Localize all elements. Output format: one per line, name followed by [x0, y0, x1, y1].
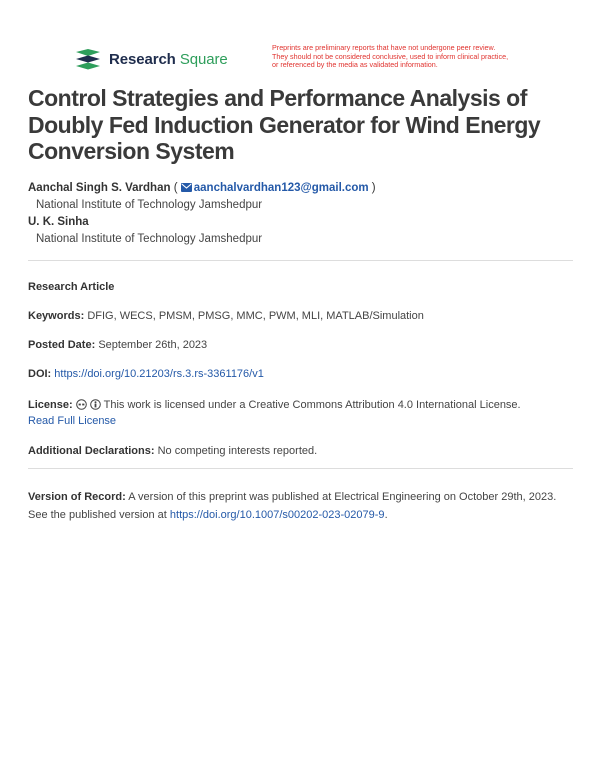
notice-line: Preprints are preliminary reports that have not undergone peer review.: [272, 43, 496, 52]
version-trail: .: [384, 509, 388, 521]
doi-row: [28, 366, 573, 382]
published-version-link[interactable]: https://doi.org/10.1007/s00202-023-02079-9: [169, 509, 385, 521]
brand-name: Research Square: [109, 50, 228, 68]
posted-date-label: Posted Date:: [28, 339, 96, 351]
version-label: Version of Record:: [28, 491, 126, 503]
doi-link[interactable]: https://doi.org/10.21203/rs.3.rs-3361176/v1: [54, 368, 264, 380]
author-2: [28, 214, 573, 230]
author-1: Aanchal Singh S. Vardhan ( aanchalvardhan123@gmail.com ): [28, 182, 376, 194]
authors-block: [28, 180, 573, 248]
paper-title: Control Strategies and Performance Analysis of Doubly Fed Induction Generator for Wind Energy Conversion System: [28, 85, 541, 164]
license-text: This work is licensed under a Creative Commons Attribution 4.0 International License.: [103, 399, 521, 411]
keywords-row: [28, 308, 573, 324]
license-label: License:: [28, 399, 73, 411]
read-full-license-link[interactable]: Read Full License: [28, 415, 117, 427]
author-email-link[interactable]: aanchalvardhan123@gmail.com: [193, 182, 369, 194]
version-text: A version of this preprint was published at Electrical Engineering on October 29th, 2023. See the published version at: [28, 491, 557, 521]
envelope-icon: [181, 183, 192, 192]
article-type: Research Article: [28, 281, 115, 293]
header: [74, 44, 544, 76]
author-affiliation: National Institute of Technology Jamshedpur: [36, 233, 263, 245]
notice-line: They should not be considered conclusive, used to inform clinical practice,: [272, 51, 509, 61]
divider: [28, 468, 573, 469]
doi-label: DOI:: [28, 368, 52, 380]
version-of-record: [28, 488, 573, 524]
declarations-row: [28, 443, 573, 459]
notice-line: or referenced by the media as validated information.: [272, 60, 438, 70]
license-row: [28, 397, 573, 429]
keywords-value: DFIG, WECS, PMSM, PMSG, MMC, PWM, MLI, MATLAB/Simulation: [87, 310, 424, 322]
declarations-label: Additional Declarations:: [28, 445, 155, 457]
creative-commons-icon: [76, 399, 87, 410]
posted-date-row: [28, 337, 573, 353]
author-affiliation: National Institute of Technology Jamshedpur: [36, 199, 263, 211]
keywords-label: Keywords:: [28, 310, 85, 322]
posted-date-value: September 26th, 2023: [98, 339, 208, 351]
research-square-logo-icon: [74, 48, 102, 70]
preprint-notice: [272, 44, 542, 70]
attribution-icon: [90, 399, 101, 410]
author-name: Aanchal Singh S. Vardhan: [28, 182, 171, 194]
divider: [28, 260, 573, 261]
research-square-logo[interactable]: [74, 48, 228, 70]
author-name: U. K. Sinha: [28, 216, 89, 228]
declarations-value: No competing interests reported.: [157, 445, 318, 457]
